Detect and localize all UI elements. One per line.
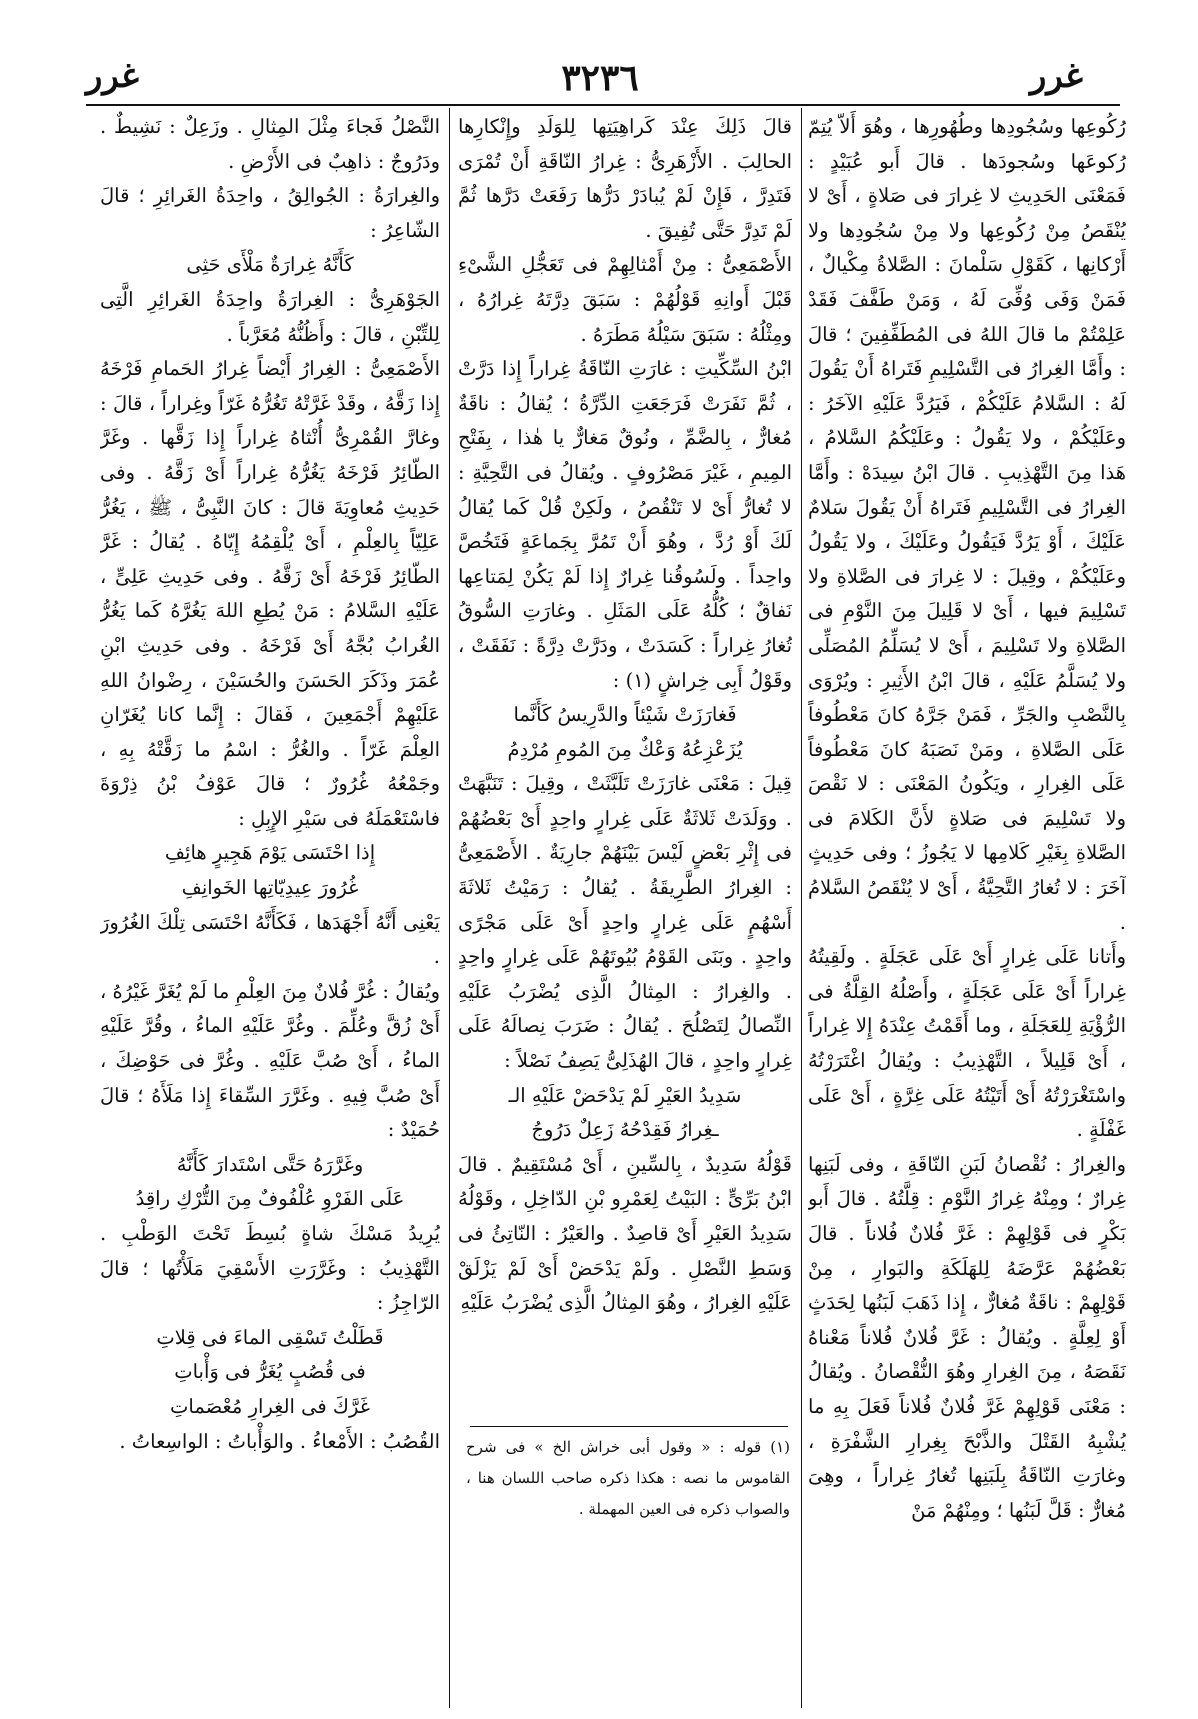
paragraph: والغِرارَةُ : الجُوالِقُ ، واحِدَةُ الغَرائِرِ ؛ قالَ الشّاعِرُ : [100, 184, 440, 242]
column-divider [801, 108, 802, 1708]
paragraph: رُكُوعِها وسُجُودِها وطُهُورِها ، وهُوَ أَلاّ يُتِمّ رُكوعَها وسُجودَها . قالَ أَبو عُبَيْدٍ : فَمَعْنَى الحَدِيثِ لا غِرارَ فى صَلاةٍ ، أَىْ لا يُنْقَصُ مِنْ رُكُوعِها ولا مِنْ سُجُودِها ولا أَرْكانِها ، كَقَوْلِ سَلْمانَ : الصَّلاةُ مِكْيالٌ ، فَمَنْ وَفَى وُفِّىَ لَهُ ، وَمَنْ طَفَّفَ فَقَدْ عَلِمْتُمْ ما قالَ اللهُ فى المُطَفِّفِينَ ؛ قالَ : وأَمَّا الغِرارُ فى التَّسْلِيمِ فَتَراهُ أَنْ يَقُولَ لَهُ : السَّلامُ عَلَيْكُمْ ، فَيَرُدَّ عَلَيْهِ الآخَرُ : وعَلَيْكُمْ ، ولا يَقُولُ : وعَلَيْكُمُ السَّلامُ ، هَذا مِنَ التَّهْذِيبِ . قالَ ابْنُ سِيدَهْ : وأَمَّا الغِرارُ فى التَّسْلِيمِ فَتَراهُ أَنْ يَقُولَ سَلامٌ عَلَيْكَ ، أَوْ يَرُدَّ فَيَقُولُ وعَلَيْكَ ، ولا يَقُولُ وعَلَيْكُمْ ، وقِيلَ : لا غِرارَ فى الصَّلاةِ ولا تَسْلِيمَ فيها ، أَىْ لا قَلِيلَ مِنَ النَّوْمِ فى الصَّلاةِ ولا تَسْلِيمَ ، أَىْ لا يُسَلِّمُ المُصَلِّى ولا يُسَلَّمُ عَلَيْهِ ، قالَ ابْنُ الأَثِيرِ : ويُرْوَى بِالنَّصْبِ والجَرِّ ، فَمَنْ جَرَّهُ كانَ مَعْطُوفاً عَلَى الصَّلاةِ ، ومَنْ نَصَبَهُ كانَ مَعْطُوفاً عَلَى الغِرارِ ، ويَكُونُ المَعْنَى : لا نَقْصَ ولا تَسْلِيمَ فى صَلاةٍ لأَنَّ الكَلامَ فى الصَّلاةِ بِغَيْرِ كَلامِها لا يَجُوزُ ؛ وفى حَدِيثٍ آخَرَ : لا تُغارُ التَّحِيَّةُ ، أَىْ لا يُنْقَصُ السَّلامُ . [808, 115, 1126, 934]
verse-line: إِذا احْتَسَى يَوْمَ هَجِيرٍ هائِفِ [164, 841, 376, 865]
paragraph: الجَوْهَرِىُّ : الغِرارَةُ واحِدَةُ الغَرائِرِ الَّتِى لِلتِّبْنِ ، قالَ : وأَظُنُّهُ مُعَرَّباً . [100, 287, 440, 346]
paragraph: الأَصْمَعِىُّ : مِنْ أَمْثالِهِمْ فى تَعَجُّلِ الشَّىْءِ قَبْلَ أَوانِهِ قَوْلُهُمْ : سَبَقَ دِرَّتَهُ غِرارُهُ ، ومِثْلُهُ : سَبَقَ سَيْلُهُ مَطَرَهُ . [458, 253, 792, 346]
paragraph: يَعْنِى أَنَّهُ أَجْهَدَها ، فَكَأَنَّهُ احْتَسَى تِلْكَ الغُرُورَ . [100, 910, 440, 969]
paragraph: ويُقالُ : غُرَّ فُلانٌ مِنَ العِلْمِ ما لَمْ يُغَرَّ غَيْرُهُ ، أَىْ زُقَّ وعُلِّمَ . وغُرَّ عَلَيْهِ الماءُ ، وقُرَّ عَلَيْهِ الماءُ ، أَىْ صُبَّ عَلَيْهِ . وغُرَّ فى حَوْضِكَ ، أَىْ صُبَّ فِيهِ . وغَرَّرَ السِّقاءَ إِذا مَلَأَهُ ؛ قالَ حُمَيْدٌ : [100, 979, 440, 1142]
paragraph: وأَتانا عَلَى غِرارٍ أَىْ عَلَى عَجَلَةٍ . ولَقِيتُهُ غِراراً أَىْ عَلَى عَجَلَةٍ ، وأَصْلُهُ القِلَّةُ فى الرُّؤْيَةِ لِلعَجَلَةِ ، وما أَقَمْتُ عِنْدَهُ إِلا غِراراً ، أَىْ قَلِيلاً ، التَّهْذِيبُ : ويُقالُ اغْتَرَرْتُهُ واسْتَغْرَرْتُهُ أَىْ أَتَيْتُهُ عَلَى غِرَّةٍ ، أَىْ عَلَى غَفْلَةٍ . [808, 945, 1126, 1142]
verse-line: يُزَعْزِعُهُ وَعْكٌ مِنَ المُومِ مُرْدِمُ [507, 737, 743, 761]
verse-line: وغَرَّرَهُ حَتَّى اسْتَدارَ كَأَنَّهُ [176, 1152, 364, 1176]
verse-line: ـغِرارُ فَقِدْحُهُ زَعِلٌ دَرُوجُ [531, 1118, 719, 1142]
footnote-rule [470, 1426, 788, 1427]
paragraph: القُصُبُ : الأَمْعاءُ . والوَأْباتُ : الواسِعاتُ . [119, 1429, 440, 1453]
column-right [808, 110, 1126, 1690]
paragraph: قالَ ذَلِكَ عِنْدَ كَراهِيَتِها لِلوَلَدِ وإِنْكارِها الحالِبَ . الأَزْهَرِىُّ : غِرارُ النّاقَةِ أَنْ تُمْرَى فَتَدِرَّ ، فَإِنْ لَمْ يُبادَرْ دَرُّها رَفَعَتْ دَرَّها ثُمَّ لَمْ تَدِرَّ حَتَّى تُفِيقَ . [458, 115, 792, 242]
page-header [0, 0, 1198, 110]
paragraph: والغِرارُ : نُقْصانُ لَبَنِ النّاقَةِ ، وفى لَبَنِها غِرارٌ ؛ ومِنْهُ غِرارُ النَّوْمِ : قِلَّتُهُ . قالَ أَبو بَكْرٍ فى قَوْلِهِمْ : غَرَّ فُلانٌ فُلاناً . قالَ بَعْضُهُمْ عَرَّضَهُ لِلهَلَكَةِ والبَوارِ ، مِنْ قَوْلِهِمْ : ناقَةٌ مُغارٌّ ، إِذا ذَهَبَ لَبَنُها لِحَدَثٍ أَوْ لِعِلَّةٍ . ويُقالُ : غَرَّ فُلانٌ فُلاناً مَعْناهُ نَقَصَهُ ، مِنَ الغِرارِ وهُوَ النُّقْصانُ . ويُقالُ : مَعْنَى قَوْلِهِمْ غَرَّ فُلانٌ فُلاناً فَعَلَ بِهِ ما يُشْبِهُ القَتْلَ والذَّبْحَ بِغِرارِ الشَّفْرَةِ ، وغارَتِ النّاقَةُ بِلَبَنِها تُغارُ غِراراً ، وهِىَ مُغارٌّ : قَلَّ لَبَنُها ؛ ومِنْهُمْ مَنْ [808, 1152, 1126, 1522]
running-head-left: غرر [86, 56, 139, 96]
verse-line: غَرَّكَ فى الغِرارِ مُعْصَماتِ [170, 1394, 370, 1418]
column-left [100, 110, 440, 1690]
paragraph: النَّصْلُ فَجاءَ مِثْلَ المِثالِ . وزَعِلٌ : نَشِيطٌ . ودَرُوجٌ : ذاهِبٌ فى الأَرْضِ . [100, 115, 440, 173]
verse-line: غُرُورَ عِيدِيّاتِها الخَوانِفِ [181, 876, 359, 900]
paragraph: قَوْلُهُ سَدِيدٌ ، بِالسِّينِ ، أَىْ مُسْتَقِيمٌ . قالَ ابْنُ بَرِّىٍّ : البَيْتُ لِعَمْرِو بْنِ الدّاخِلِ ، وقَوْلُهُ سَدِيدُ العَيْرِ أَىْ قاصِدٌ . والعَيْرُ : النّاتِئُ فى وَسَطِ النَّصْلِ . ولَمْ يَدْحَضْ أَىْ لَمْ يَزْلَقْ عَلَيْهِ الغِرارُ ، وهُوَ المِثالُ الَّذِى يُضْرَبُ عَلَيْهِ [458, 1152, 792, 1315]
footnote: (١) قوله : « وقول أبى خراش الخ » فى شرح القاموس ما نصه : هكذا ذكره صاحب اللسان هنا ، والصواب ذكره فى العين المهملة . [466, 1438, 790, 1518]
verse-line: قَطَلْتُ تَسْقِى الماءَ فى قِلاتِ [156, 1325, 384, 1349]
verse-line: فى قُصُبٍ يُغَرُّ فى وَأْباتِ [174, 1360, 366, 1384]
header-rule [86, 104, 1120, 106]
verse-line: كَأَنَّهُ غِرارَةٌ مَلْأَى حَثِى [186, 253, 354, 277]
column-middle [458, 110, 792, 1420]
verse-line: فَغارَزَتْ شَيْئاً والدَّرِيسُ كَأَنَّما [513, 703, 737, 727]
verse-line: سَدِيدُ العَيْرِ لَمْ يَدْحَضْ عَلَيْهِ الـ [508, 1083, 742, 1107]
verse-line: عَلَى الفَرْوِ عُلْفُوفٌ مِنَ التُّرْكِ راقِدُ [135, 1187, 405, 1211]
paragraph: الأَصْمَعِىُّ : الغِرارُ أَيْضاً غِرارُ الحَمامِ فَرْخَهُ إِذا زَقَّهُ ، وقَدْ غَرَّتْهُ تَغُرُّهُ غَرّاً وغِراراً ، قالَ : وغارَّ القُمْرِىُّ أُنْثاهُ غِراراً إِذا زَقَّها . وغَرَّ الطّائِرُ فَرْخَهُ يَغُرُّهُ غِراراً أَىْ زَقَّهُ . وفى حَدِيثِ مُعاوِيَةَ قالَ : كانَ النَّبِىُّ ، ﷺ ، يَغُرُّ عَلِيّاً بِالعِلْمِ ، أَىْ يُلْقِمُهُ إِيّاهُ . يُقالُ : غَرَّ الطّائِرُ فَرْخَهُ أَىْ زَقَّهُ . وفى حَدِيثِ عَلِىٍّ ، عَلَيْهِ السَّلامُ : مَنْ يُطِعِ اللهَ يَغُرَّهُ كَما يَغُرُّ الغُرابُ بُجَّهُ أَىْ فَرْخَهُ . وفى حَدِيثِ ابْنِ عُمَرَ وذَكَرَ الحَسَنَ والحُسَيْنَ ، رِضْوانُ اللهِ عَلَيْهِمْ أَجْمَعِينَ ، فَقالَ : إِنَّما كانا يُغَرّانِ العِلْمَ غَرّاً . والغُرُّ : اسْمُ ما زَقَّتْهُ بِهِ ، وجَمْعُهُ غُرُورٌ ؛ قالَ عَوْفُ بْنُ ذِرْوَةَ فاسْتَعْمَلَهُ فى سَيْرِ الإِبِلِ : [100, 357, 440, 830]
running-head-right: غرر [1030, 56, 1083, 96]
column-divider [449, 108, 450, 1708]
paragraph: ابْنُ السِّكِّيتِ : غارَتِ النّاقَةُ غِراراً إِذا دَرَّتْ ، ثُمَّ نَفَرَتْ فَرَجَعَتِ الدِّرَّةُ ؛ يُقالُ : ناقَةٌ مُغارٌّ ، بِالضَّمِّ ، ونُوقٌ مَغارٌّ يا هٰذا ، بِفَتْحِ المِيمِ ، غَيْرَ مَصْرُوفٍ . ويُقالُ فى التَّحِيَّةِ : لا تُغارُّ أَىْ لا تَنْقُصُ ، ولَكِنْ قُلْ كَما يُقالُ لَكَ أَوْ رُدَّ ، وهُوَ أَنْ تَمُرَّ بِجَماعَةٍ فَتَخُصَّ واحِداً . ولَسُوقُنا غِرارٌ إِذا لَمْ يَكُنْ لِمَتاعِها نَفاقٌ ؛ كُلُّهُ عَلَى المَثَلِ . وغارَتِ السُّوقُ تُغارُ غِراراً : كَسَدَتْ ، ودَرَّتْ دِرَّةً : نَفَقَتْ ، وقَوْلُ أَبِى خِراشٍ (١) : [458, 357, 792, 692]
paragraph: يُرِيدُ مَسْكَ شاةٍ بُسِطَ تَحْتَ الوَطْبِ . التَّهْذِيبُ : وغَرَّرَتِ الأَسْقِيَ مَلَأْتُها ؛ قالَ الرّاجِزُ : [100, 1222, 440, 1315]
page-number: ٣٢٣٦ [561, 57, 639, 99]
paragraph: قِيلَ : مَعْنَى غارَزَتْ تَلَبَّثَتْ ، وقِيلَ : تَنَبَّهَتْ . ووَلَدَتْ ثَلاثَةٌ عَلَى غِرارٍ واحِدٍ أَىْ بَعْضُهُمْ فى إِثْرِ بَعْضٍ لَيْسَ بَيْنَهُمْ جارِيَةٌ . الأَصْمَعِىُّ : الغِرارُ الطَّرِيقَةُ . يُقالُ : رَمَيْتُ ثَلاثَةَ أَسْهُمٍ عَلَى غِرارٍ واحِدٍ أَىْ عَلَى مَجْرًى واحِدٍ . وبَنَى القَوْمُ بُيُوتَهُمْ عَلَى غِرارٍ واحِدٍ . والغِرارُ : المِثالُ الَّذِى يُضْرَبُ عَلَيْهِ النِّصالُ لِتَصْلُحَ . يُقالُ : ضَرَبَ نِصالَهُ عَلَى غِرارٍ واحِدٍ ، قالَ الهُذَلِىُّ يَصِفُ نَصْلاً : [458, 772, 792, 1073]
